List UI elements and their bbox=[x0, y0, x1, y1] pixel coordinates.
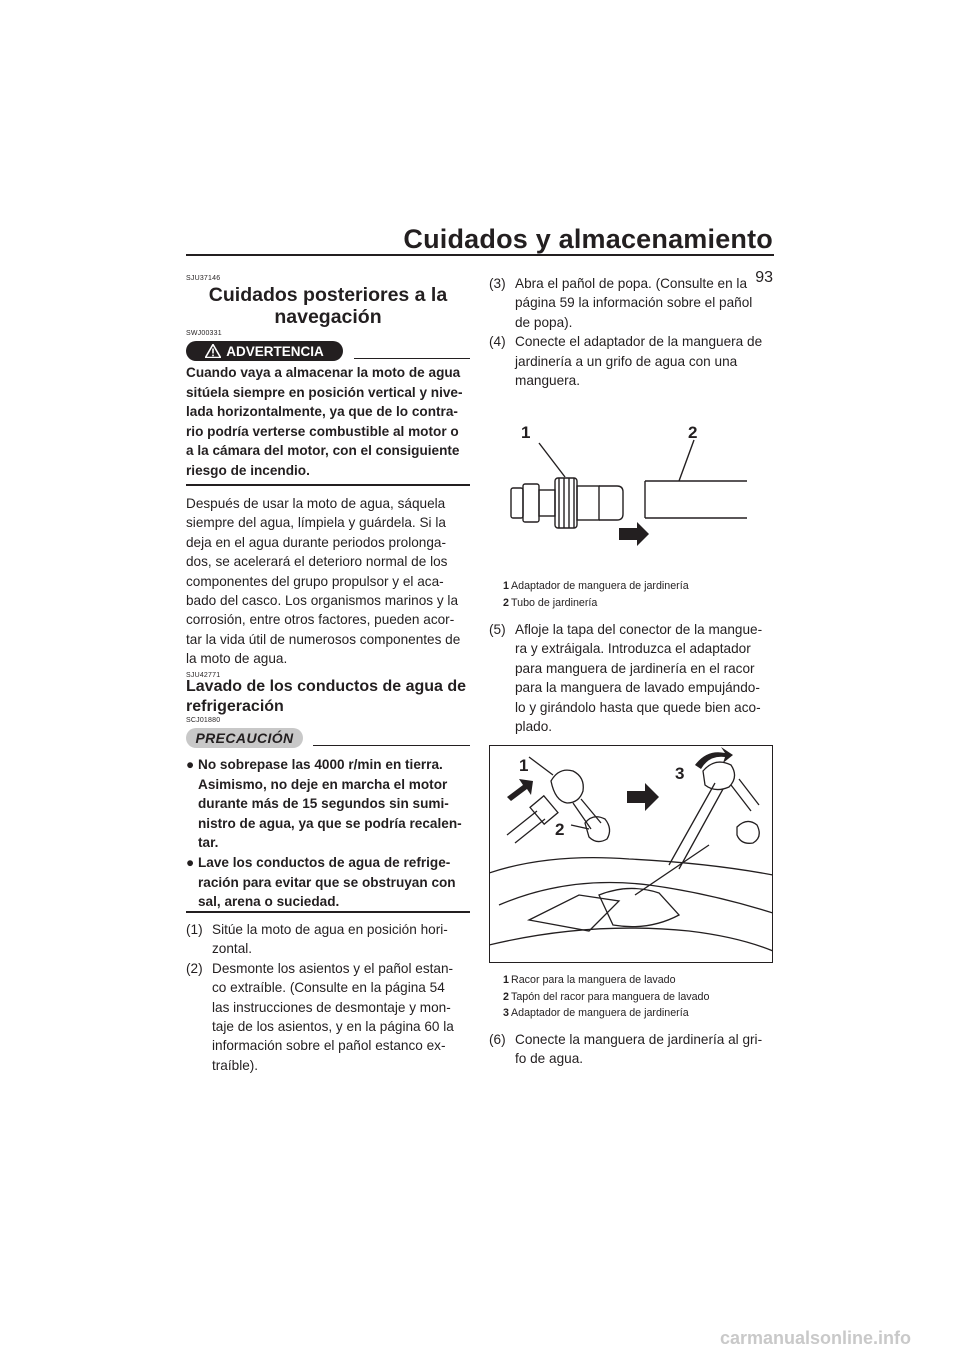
intro-paragraph bbox=[186, 494, 470, 669]
running-head-title: Cuidados y almacenamiento bbox=[403, 224, 773, 254]
caution-line: sal, arena o suciedad. bbox=[198, 894, 340, 910]
step-item bbox=[489, 1030, 773, 1069]
warning-label: ADVERTENCIA bbox=[226, 343, 324, 359]
warning-line: Cuando vaya a almacenar la moto de agua bbox=[186, 365, 461, 380]
figure-frame bbox=[490, 746, 773, 963]
step-number: (6) bbox=[489, 1032, 506, 1047]
bullet-dot-icon: ● bbox=[186, 757, 195, 772]
step-line: co extraíble. (Consulte en la página 54 bbox=[212, 980, 445, 996]
warning-line: rio podría verterse combustible al motor o bbox=[186, 423, 459, 439]
adapter-tip-shape bbox=[511, 488, 523, 518]
step-number: (4) bbox=[489, 334, 506, 350]
caution-bullet-text bbox=[198, 755, 470, 853]
leader-line bbox=[539, 443, 565, 477]
caution-bullet-text bbox=[198, 853, 470, 912]
step-line: Sitúe la moto de agua en posición hori- bbox=[212, 922, 448, 937]
warning-line: a la cámara del motor, con el consiguiente bbox=[186, 443, 460, 459]
step-line: Abra el pañol de popa. (Consulte en la bbox=[515, 276, 748, 291]
section-title-line: navegación bbox=[274, 306, 382, 328]
subsection-code: SJU42771 bbox=[186, 672, 221, 679]
leader-line bbox=[635, 845, 709, 895]
storage-lid-shape bbox=[529, 895, 619, 931]
step-line: ra y extráigala. Introduzca el adaptador bbox=[515, 641, 751, 657]
step-item bbox=[489, 274, 773, 332]
step-item bbox=[489, 332, 773, 390]
caution-line: durante más de 15 segundos sin sumi- bbox=[198, 796, 449, 812]
step-line: Afloje la tapa del conector de la mangue- bbox=[515, 622, 763, 637]
step-number: (1) bbox=[186, 922, 203, 937]
fitting-shape bbox=[551, 770, 583, 803]
warning-line: sitúela siempre en posición vertical y nive- bbox=[186, 384, 463, 400]
fitting-arm-shape bbox=[573, 799, 601, 829]
leader-line bbox=[679, 440, 694, 481]
fig2-label: 3 bbox=[675, 764, 685, 783]
step-line: manguera. bbox=[515, 373, 580, 389]
step-line: traíble). bbox=[212, 1057, 259, 1073]
step-text bbox=[212, 920, 470, 959]
caution-line: Lave los conductos de agua de refrige- bbox=[198, 854, 451, 870]
step6-block bbox=[489, 1030, 773, 1069]
subsection-title bbox=[186, 677, 476, 717]
step-text bbox=[515, 620, 773, 736]
leader-line bbox=[529, 757, 553, 775]
caption-line: 1 Racor para la manguera de lavado bbox=[503, 974, 676, 986]
step-line: de popa). bbox=[515, 314, 573, 330]
intro-line: componentes del grupo propulsor y el aca- bbox=[186, 573, 444, 589]
header-rule bbox=[186, 254, 774, 256]
caution-line: ración para evitar que se obstruyan con bbox=[198, 874, 456, 890]
section-title-line: Cuidados posteriores a la bbox=[208, 284, 448, 306]
adapter-collar-shape bbox=[523, 484, 539, 522]
section-code: SJU37146 bbox=[186, 275, 221, 282]
steps-right-top bbox=[489, 274, 773, 390]
adapter-neck-shape bbox=[539, 490, 555, 516]
step-number: (5) bbox=[489, 622, 506, 637]
caution-top-rule bbox=[313, 745, 470, 746]
step5-block bbox=[489, 620, 773, 736]
step-line: Conecte el adaptador de la manguera de bbox=[515, 334, 763, 350]
step-line: página 59 la información sobre el pañol bbox=[515, 295, 753, 311]
caution-list bbox=[186, 755, 470, 912]
step-line: información sobre el pañol estanco ex- bbox=[212, 1038, 446, 1054]
caution-badge bbox=[186, 728, 303, 748]
fig2-label: 2 bbox=[555, 820, 565, 839]
intro-line: siempre del agua, límpiela y guárdela. Si la bbox=[186, 515, 446, 531]
deck-edge-shape bbox=[489, 858, 773, 875]
warning-line: riesgo de incendio. bbox=[186, 462, 310, 478]
step-item bbox=[186, 920, 470, 959]
deck-contour-shape bbox=[499, 883, 773, 914]
warning-badge bbox=[186, 341, 343, 361]
arrow-right-icon bbox=[619, 522, 649, 546]
warning-bottom-rule bbox=[186, 484, 470, 486]
caption-line: 2 Tubo de jardinería bbox=[503, 596, 598, 609]
caution-line: Asimismo, no deje en marcha el motor bbox=[198, 776, 448, 792]
steps-left bbox=[186, 920, 470, 1075]
caution-code: SCJ01880 bbox=[186, 717, 221, 724]
step-line: para la manguera de lavado empujándo- bbox=[515, 680, 760, 696]
fig1-label: 1 bbox=[521, 423, 531, 442]
intro-line: Después de usar la moto de agua, sáquela bbox=[186, 496, 446, 511]
warning-triangle-icon bbox=[205, 344, 221, 358]
step-text bbox=[515, 1030, 773, 1069]
step-text bbox=[515, 332, 773, 390]
step-line: zontal. bbox=[212, 941, 253, 957]
caution-bullet bbox=[186, 853, 470, 912]
storage-compartment-shape bbox=[599, 888, 679, 926]
caption-line: 1 Adaptador de manguera de jardinería bbox=[503, 580, 689, 592]
caution-bottom-rule bbox=[186, 911, 470, 913]
subsection-title-line: Lavado de los conductos de agua de bbox=[186, 678, 467, 695]
bullet-dot-icon: ● bbox=[186, 854, 195, 870]
hose-shape bbox=[507, 811, 545, 843]
intro-line: deja en el agua durante periodos prolonga- bbox=[186, 534, 446, 550]
fig2-label: 1 bbox=[519, 756, 529, 775]
watermark-text: carmanualsonline.info bbox=[720, 1328, 912, 1348]
warning-code: SWJ00331 bbox=[186, 330, 222, 337]
step-item bbox=[489, 620, 773, 736]
intro-line: corrosión, entre otros factores, pueden acor- bbox=[186, 612, 455, 628]
step-number: (2) bbox=[186, 960, 203, 976]
intro-line: dos, se acelerará el deterioro normal de los bbox=[186, 554, 448, 570]
fitting-arm-shape bbox=[731, 779, 759, 811]
caution-line: nistro de agua, ya que se podría recalen- bbox=[198, 815, 462, 831]
warning-text bbox=[186, 363, 470, 481]
caption-line: 3 Adaptador de manguera de jardinería bbox=[503, 1007, 689, 1019]
fig1-captions bbox=[503, 578, 773, 611]
warning-line: lada horizontalmente, ya que de lo contra- bbox=[186, 404, 458, 420]
intro-line: la moto de agua. bbox=[186, 651, 288, 667]
hose-right-shape bbox=[669, 783, 723, 869]
caution-line: tar. bbox=[198, 835, 219, 851]
step-line: para manguera de jardinería en el racor bbox=[515, 660, 755, 676]
step-line: las instrucciones de desmontaje y mon- bbox=[212, 999, 451, 1015]
step-line: Desmonte los asientos y el pañol estan- bbox=[212, 960, 454, 976]
caption-line: 2 Tapón del racor para manguera de lavado bbox=[503, 990, 710, 1003]
step-line: Conecte la manguera de jardinería al gri- bbox=[515, 1032, 763, 1047]
figure-flush-connector bbox=[489, 745, 773, 963]
arrow-rotate-icon bbox=[695, 747, 733, 769]
adapter-end-shape bbox=[599, 486, 623, 520]
step-number: (3) bbox=[489, 276, 506, 291]
connected-fitting-shape bbox=[703, 762, 735, 789]
caution-line: No sobrepase las 4000 r/min en tierra. bbox=[198, 757, 443, 772]
warning-top-rule bbox=[354, 358, 470, 359]
subsection-title-line: refrigeración bbox=[186, 698, 284, 715]
step-line: lo y girándolo hasta que quede bien aco- bbox=[515, 699, 761, 715]
caution-label: PRECAUCIÓN bbox=[195, 730, 294, 746]
adapter-body-shape bbox=[577, 486, 599, 520]
cap-right-shape bbox=[737, 821, 759, 843]
hull-contour-shape bbox=[489, 928, 773, 951]
caution-bullet bbox=[186, 755, 470, 853]
step-line: taje de los asientos, y en la página 60 la bbox=[212, 1019, 454, 1035]
intro-line: tar la vida útil de numerosos componentes de bbox=[186, 631, 461, 647]
page-number: 93 bbox=[755, 269, 773, 286]
step-line: fo de agua. bbox=[515, 1051, 584, 1067]
section-title bbox=[186, 284, 470, 328]
step-text bbox=[212, 959, 470, 1075]
step-item bbox=[186, 959, 470, 1075]
fig2-captions bbox=[503, 972, 773, 1022]
step-line: jardinería a un grifo de agua con una bbox=[515, 353, 738, 369]
step-text bbox=[515, 274, 773, 332]
intro-line: bado del casco. Los organismos marinos y la bbox=[186, 593, 459, 609]
fig1-label: 2 bbox=[688, 423, 698, 442]
figure-hose-adapter bbox=[489, 410, 773, 570]
arrow-right-icon bbox=[627, 783, 659, 811]
arrow-push-icon bbox=[507, 779, 533, 801]
step-line: plado. bbox=[515, 719, 553, 735]
